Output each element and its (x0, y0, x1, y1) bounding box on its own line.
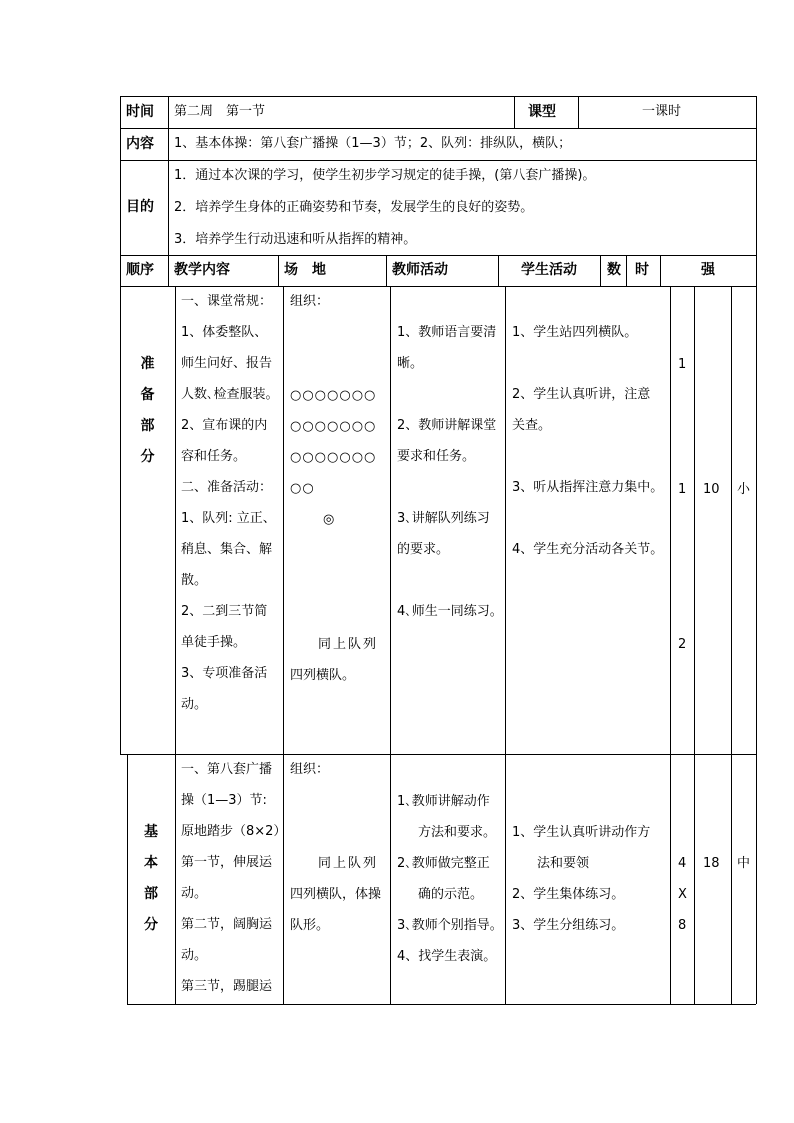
grid-line (120, 286, 756, 287)
grid-line (168, 96, 169, 255)
teacher-line (397, 480, 503, 511)
grid-line (578, 96, 579, 128)
basic-site-line: 同上队列 (318, 856, 379, 871)
grid-line (731, 286, 732, 754)
basic-count: 4 (678, 856, 687, 871)
basic-count: 8 (678, 918, 687, 933)
student-line: 3、听从指挥注意力集中。 (512, 480, 664, 495)
teacher-line: 确的示范。 (418, 887, 484, 902)
content-label: 内容 (126, 136, 154, 152)
section-char: 备 (140, 387, 155, 403)
section-char: 部 (144, 886, 158, 902)
grid-line (600, 255, 601, 286)
student-line: 1、学生认真听讲动作方 (512, 825, 651, 840)
content-line: 第一节，伸展运 (181, 855, 273, 870)
content-line: 2、二到三节简 (181, 604, 268, 619)
teacher-line: 4、找学生表演。 (397, 949, 497, 964)
col-site: 场 地 (284, 262, 326, 278)
grid-line (731, 754, 732, 1004)
grid-line (386, 255, 387, 286)
grid-line (498, 255, 499, 286)
formation-row: ○○○○○○○ (290, 388, 377, 403)
student-line: 4、学生充分活动各关节。 (512, 542, 664, 557)
content-line: 第二节，阔胸运 (181, 917, 273, 932)
grid-line (756, 96, 757, 286)
content-line: 3、专项准备活 (181, 666, 268, 681)
prep-count: 1 (678, 357, 687, 372)
student-line: 1、学生站四列横队。 (512, 325, 638, 340)
content-line: 散。 (181, 573, 208, 588)
teacher-line: 1､教师讲解动作 (397, 794, 490, 809)
grid-line (120, 128, 756, 129)
content-line: 操（1—3）节: (181, 793, 267, 808)
student-line: 2、学生认真听讲，注意 (512, 387, 651, 402)
content-line: 人数､检查服装。 (181, 387, 279, 402)
content-line: 1、体委整队、 (181, 325, 268, 340)
basic-count: X (678, 887, 687, 902)
content-line: 容和任务。 (181, 449, 247, 464)
grid-line (278, 255, 279, 286)
student-line: 法和要领 (537, 856, 590, 871)
type-value: 一课时 (642, 104, 682, 119)
teacher-line (397, 573, 503, 604)
student-line (512, 511, 663, 542)
grid-line (283, 286, 284, 754)
content-line: 师生问好、报告 (181, 356, 273, 371)
content-line: 动。 (181, 886, 208, 901)
grid-line (505, 754, 506, 1004)
content-line: 单徒手操。 (181, 635, 247, 650)
basic-site-line: 队形。 (290, 918, 330, 933)
grid-line (120, 96, 121, 286)
student-line (512, 449, 663, 480)
content-line: 1、队列: 立正、 (181, 511, 276, 526)
col-order: 顺序 (126, 262, 154, 278)
grid-line (756, 286, 757, 754)
grid-line (626, 255, 627, 286)
section-char: 分 (140, 449, 155, 465)
prep-site-same: 同上队列 (318, 637, 379, 652)
goal-line: 2．培养学生身体的正确姿势和节奏，发展学生的良好的姿势。 (174, 200, 534, 215)
col-intensity: 强 (701, 262, 715, 278)
prep-site-org: 组织： (290, 294, 330, 309)
section-char: 部 (140, 418, 155, 434)
prep-count: 2 (678, 637, 687, 652)
prep-count: 1 (678, 482, 687, 497)
student-line: 2、学生集体练习。 (512, 887, 625, 902)
content-line: 一、课堂常规： (181, 294, 273, 309)
basic-section-label (127, 824, 175, 948)
grid-line (694, 754, 695, 1004)
student-line: 3、学生分组练习。 (512, 918, 625, 933)
col-student: 学生活动 (521, 262, 577, 278)
time-label: 时间 (126, 104, 154, 120)
content-line: 动。 (181, 948, 208, 963)
content-line: 二、准备活动： (181, 480, 273, 495)
grid-line (175, 286, 176, 754)
section-char: 准 (140, 356, 155, 372)
teacher-position-icon: ◎ (323, 512, 335, 527)
grid-line (120, 160, 756, 161)
prep-teacher (397, 325, 503, 635)
teacher-line: 的要求。 (397, 542, 450, 557)
basic-site-org: 组织： (290, 762, 330, 777)
basic-site-line: 四列横队，体操 (290, 887, 382, 902)
teacher-line (397, 387, 503, 418)
grid-line (514, 96, 515, 128)
content-line: 2、宣布课的内 (181, 418, 268, 433)
content-line: 原地踏步（8×2） (181, 824, 287, 839)
teacher-line: 3､讲解队列练习 (397, 511, 490, 526)
section-char: 基 (144, 824, 158, 840)
basic-content (181, 762, 286, 1010)
prep-site-same: 四列横队。 (290, 668, 356, 683)
grid-line (120, 754, 756, 755)
grid-line (670, 754, 671, 1004)
formation-row: ○○ (290, 481, 315, 496)
col-time: 时 (635, 262, 649, 278)
basic-time: 18 (703, 856, 720, 871)
student-line: 关查。 (512, 418, 552, 433)
content-line: 稍息、集合、解 (181, 542, 273, 557)
grid-line (120, 96, 756, 97)
content-value: 1、基本体操：第八套广播操（1—3）节；2、队列：排纵队，横队； (174, 136, 572, 151)
content-line: 一、第八套广播 (181, 762, 273, 777)
prep-time: 10 (703, 482, 720, 497)
teacher-line: 晰。 (397, 356, 424, 371)
section-char: 分 (144, 917, 158, 933)
time-value: 第二周 第一节 (174, 104, 266, 119)
prep-section-label (120, 356, 175, 480)
grid-line (390, 754, 391, 1004)
content-line: 动。 (181, 697, 208, 712)
prep-content (181, 294, 279, 728)
basic-intensity: 中 (737, 856, 751, 871)
grid-line (756, 754, 757, 1004)
teacher-line: 方法和要求。 (418, 825, 497, 840)
teacher-line: 2､教师做完整正 (397, 856, 490, 871)
goal-line: 3．培养学生行动迅速和听从指挥的精神。 (174, 232, 417, 247)
student-line (512, 356, 663, 387)
teacher-line: 2、教师讲解课堂 (397, 418, 497, 433)
teacher-line: 1、教师语言要清 (397, 325, 497, 340)
content-line: 第三节，踢腿运 (181, 979, 273, 994)
grid-line (505, 286, 506, 754)
prep-student (512, 325, 663, 573)
goal-label: 目的 (126, 199, 154, 215)
prep-intensity: 小 (737, 482, 751, 497)
grid-line (694, 286, 695, 754)
grid-line (660, 255, 661, 286)
teacher-line: 3､教师个别指导。 (397, 918, 503, 933)
goal-line: 1．通过本次课的学习，使学生初步学习规定的徒手操，(第八套广播操)。 (174, 168, 596, 183)
col-teacher: 教师活动 (392, 262, 448, 278)
grid-line (168, 255, 169, 286)
formation-row: ○○○○○○○ (290, 450, 377, 465)
col-content: 教学内容 (174, 262, 230, 278)
grid-line (175, 754, 176, 1004)
formation-row: ○○○○○○○ (290, 419, 377, 434)
section-char: 本 (144, 855, 158, 871)
col-count: 数 (607, 262, 621, 278)
grid-line (390, 286, 391, 754)
grid-line (670, 286, 671, 754)
teacher-line: 4､师生一同练习。 (397, 604, 503, 619)
type-label: 课型 (528, 104, 556, 120)
teacher-line: 要求和任务。 (397, 449, 476, 464)
